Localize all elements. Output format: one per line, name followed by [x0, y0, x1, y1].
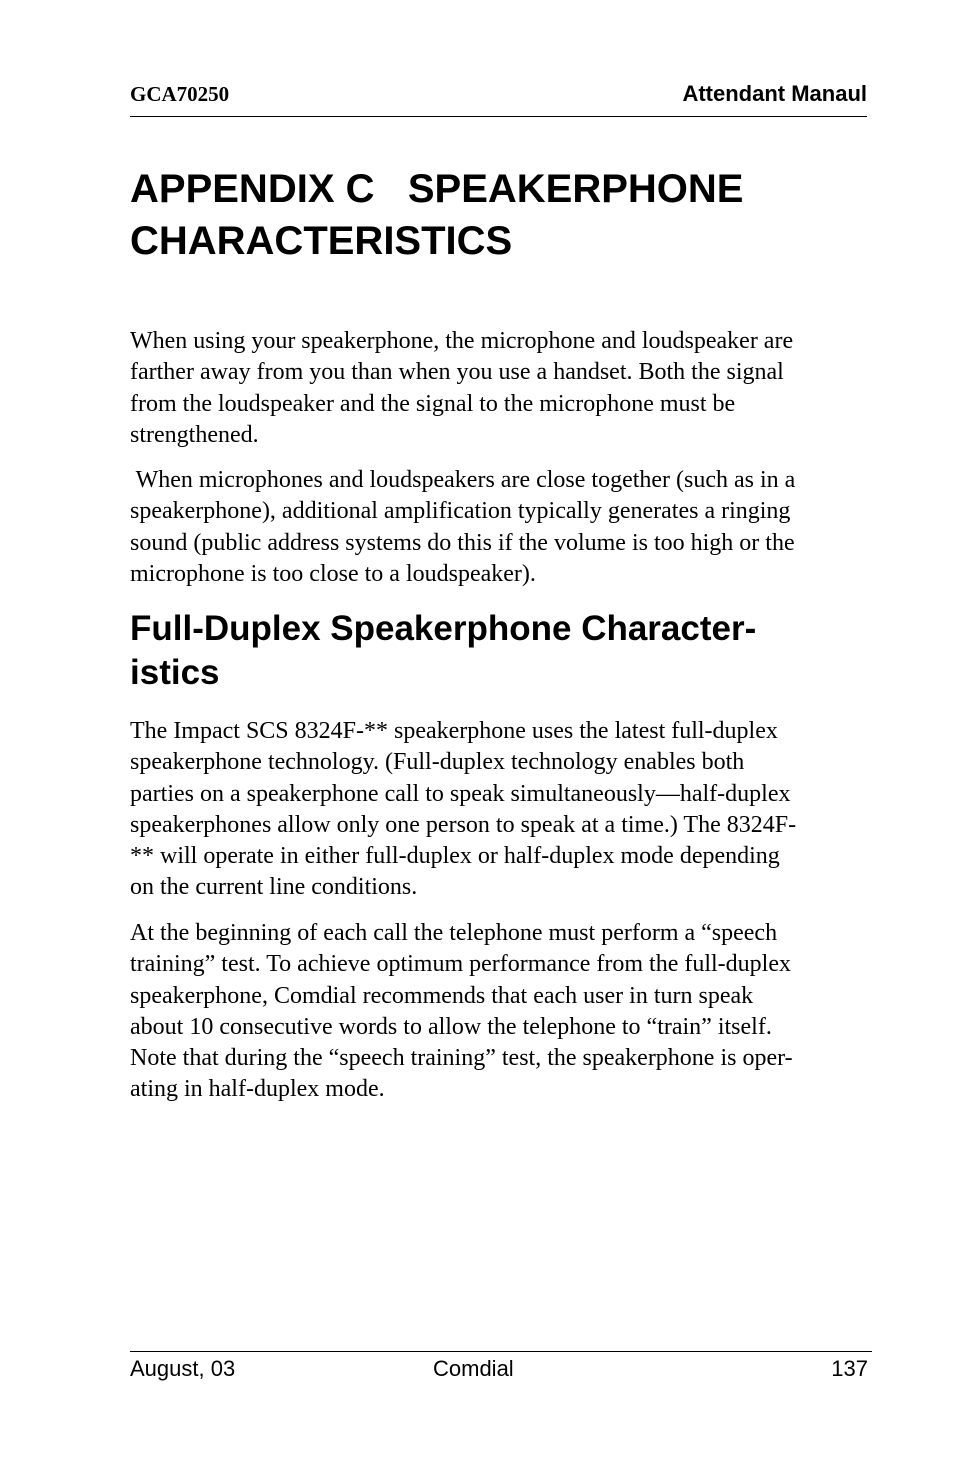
- page-header: [130, 80, 867, 117]
- page-number: 137: [831, 1356, 868, 1381]
- section-heading: Full-Duplex Speakerphone Character- istics: [130, 609, 757, 692]
- intro-paragraph-1: When using your speakerphone, the microphone and loudspeaker are farther away from you than when you use a handset. Both the signal from the loudspeaker and the signal to the microphone must be strengthened.: [130, 328, 794, 448]
- page-footer: [130, 1351, 872, 1388]
- chapter-title: APPENDIX C SPEAKERPHONE CHARACTERISTICS: [130, 167, 744, 263]
- manual-title: Attendant Manaul: [682, 81, 867, 106]
- section-paragraph-2: At the beginning of each call the telephone must perform a “speech training” test. To achieve optimum performance from the full-duplex speakerphone, Comdial recommends that each user in turn speak about 10 consecutive words to allow the telephone to “train” itself. Note that during the “speech training” test, the speakerphone is oper- ating in half-duplex mode.: [130, 920, 793, 1103]
- footer-company: Comdial: [433, 1356, 514, 1381]
- document-id: GCA70250: [130, 82, 230, 106]
- intro-paragraph-2: When microphones and loudspeakers are close together (such as in a speakerphone), additional amplification typically generates a ringing sound (public address systems do this if the volume is too high or the microphone is too close to a loudspeaker).: [130, 467, 796, 587]
- section-paragraph-1: The Impact SCS 8324F-** speakerphone uses the latest full-duplex speakerphone technology. (Full-duplex technology enables both parties on a speakerphone call to speak simultaneously—half-duplex speakerphones allow only one person to speak at a time.) The 8324F- ** will operate in either full-duplex or half-duplex mode depending on the current line conditions.: [130, 718, 797, 901]
- footer-date: August, 03: [130, 1356, 236, 1381]
